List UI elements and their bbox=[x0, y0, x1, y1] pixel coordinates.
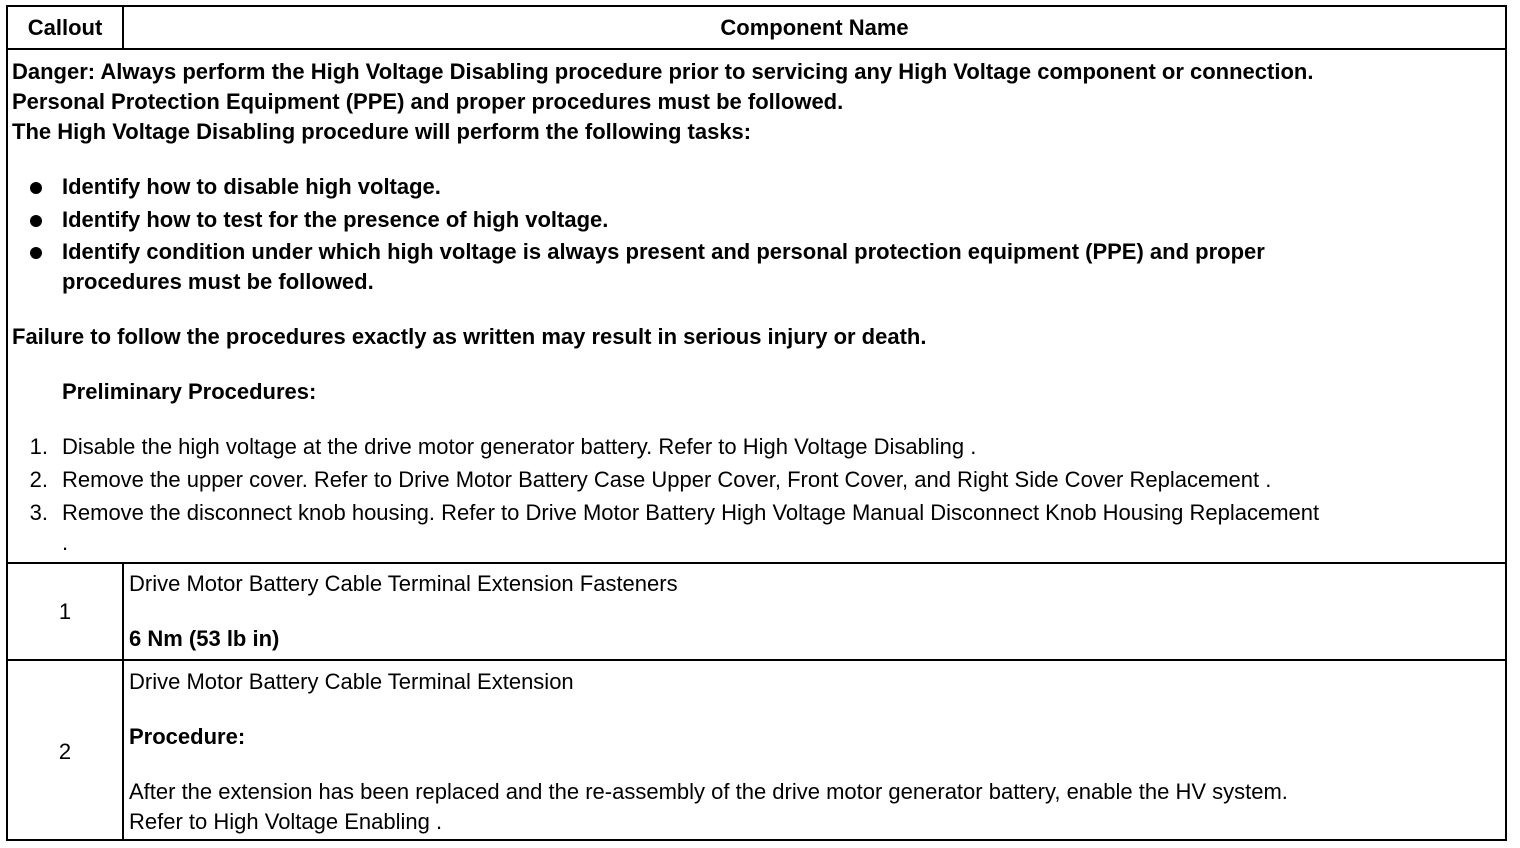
danger-line: The High Voltage Disabling procedure will perform the following tasks: bbox=[12, 119, 752, 144]
bullet-item: Identify how to disable high voltage. bbox=[62, 174, 441, 199]
torque-spec: 6 Nm (53 lb in) bbox=[129, 626, 280, 651]
row-rule bbox=[8, 562, 1505, 564]
bullet-item: Identify condition under which high voltage is always present and personal protection equipment (PPE) and proper bbox=[62, 239, 1265, 264]
row-rule bbox=[8, 659, 1505, 661]
callout-number: 2 bbox=[58, 739, 72, 764]
header-rule bbox=[8, 48, 1505, 50]
component-table bbox=[6, 5, 1507, 841]
procedure-text: After the extension has been replaced and the re-assembly of the drive motor generator battery, enable the HV system. bbox=[129, 779, 1288, 804]
step-number: 1. bbox=[29, 434, 48, 459]
header-component-name: Component Name bbox=[720, 15, 909, 40]
header-callout: Callout bbox=[27, 15, 103, 40]
component-name: Drive Motor Battery Cable Terminal Extension Fasteners bbox=[129, 571, 678, 596]
danger-line: Personal Protection Equipment (PPE) and proper procedures must be followed. bbox=[12, 89, 844, 114]
procedure-text: Refer to High Voltage Enabling . bbox=[129, 809, 443, 834]
header-divider bbox=[122, 7, 124, 49]
bullet-icon bbox=[30, 182, 42, 194]
procedure-title: Procedure: bbox=[129, 724, 246, 749]
step-number: 3. bbox=[29, 500, 48, 525]
bullet-icon bbox=[30, 247, 42, 259]
danger-line: Danger: Always perform the High Voltage Disabling procedure prior to servicing any High Voltage component or connection. bbox=[12, 59, 1314, 84]
step-number: 2. bbox=[29, 467, 48, 492]
danger-warning: Failure to follow the procedures exactly as written may result in serious injury or death. bbox=[12, 324, 927, 349]
row-divider bbox=[122, 660, 124, 841]
row-divider bbox=[122, 563, 124, 660]
bullet-icon bbox=[30, 215, 42, 227]
step-text: Remove the disconnect knob housing. Refer to Drive Motor Battery High Voltage Manual Disconnect Knob Housing Replacement bbox=[62, 500, 1320, 525]
bullet-item-continued: procedures must be followed. bbox=[62, 269, 374, 294]
bullet-item: Identify how to test for the presence of high voltage. bbox=[62, 207, 609, 232]
step-text-continued: . bbox=[62, 530, 69, 555]
callout-number: 1 bbox=[58, 599, 72, 624]
step-text: Remove the upper cover. Refer to Drive Motor Battery Case Upper Cover, Front Cover, and Right Side Cover Replacement . bbox=[62, 467, 1272, 492]
step-text: Disable the high voltage at the drive motor generator battery. Refer to High Voltage Disabling . bbox=[62, 434, 977, 459]
preliminary-title: Preliminary Procedures: bbox=[62, 379, 317, 404]
component-name: Drive Motor Battery Cable Terminal Extension bbox=[129, 669, 574, 694]
